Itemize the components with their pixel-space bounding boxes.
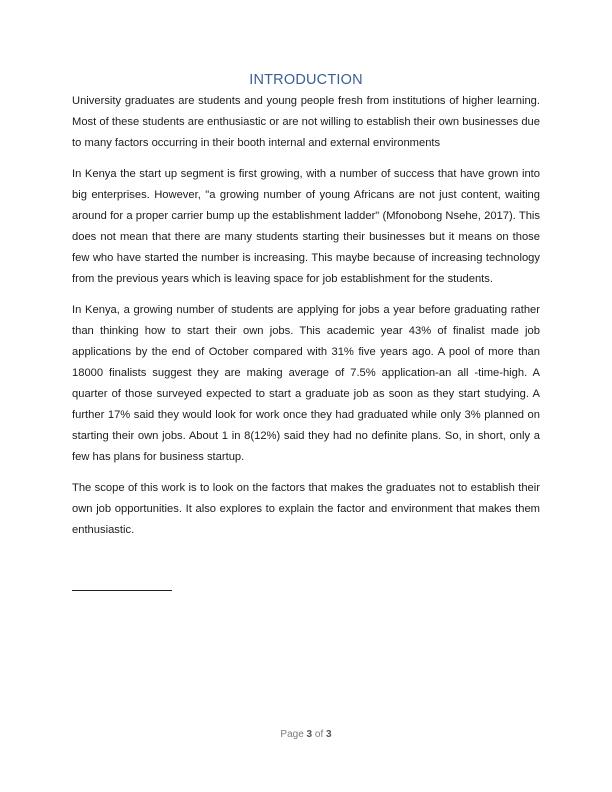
paragraph-job-applications: In Kenya, a growing number of students are applying for jobs a year before graduating rather than thinking how to start their own jobs. This academic year 43% of finalist made job applications by the end of October compared with 31% five years ago. A pool of more than 18000 finalists suggest they are making average of 7.5% application-an all -time-high. A quarter of those surveyed expected to start a graduate job as soon as they start studying. A further 17% said they would look for work once they had graduated while only 3% planned on starting their own jobs. About 1 in 8(12%) said they had no definite plans. So, in short, only a few has plans for business startup. — [72, 304, 540, 463]
page-footer — [0, 729, 612, 740]
current-page-number: 3 — [306, 729, 313, 740]
page-label: Page — [280, 729, 304, 740]
paragraph-intro: University graduates are students and young people fresh from institutions of higher learning. Most of these students are enthusiastic or are not willing to establish their own businesses due to many factors occurring in their booth internal and external environments — [72, 95, 540, 149]
paragraph-scope: The scope of this work is to look on the factors that makes the graduates not to establish their own job opportunities. It also explores to explain the factor and environment that makes them enthusiastic. — [72, 482, 540, 536]
footnote-separator — [72, 590, 172, 591]
body-text — [72, 91, 540, 551]
paragraph-kenya-startups: In Kenya the start up segment is first growing, with a number of success that have grown into big enterprises. However, "a growing number of young Africans are not just content, waiting around for a proper carrier bump up the establishment ladder" (Mfonobong Nsehe, 2017). This does not mean that there are many students starting their businesses but it means on those few who have started the number is increasing. This maybe because of increasing technology from the previous years which is leaving space for job establishment for the students. — [72, 168, 540, 285]
total-pages-number: 3 — [326, 729, 332, 740]
page-of-label: of — [314, 729, 324, 740]
section-heading: INTRODUCTION — [249, 72, 363, 88]
